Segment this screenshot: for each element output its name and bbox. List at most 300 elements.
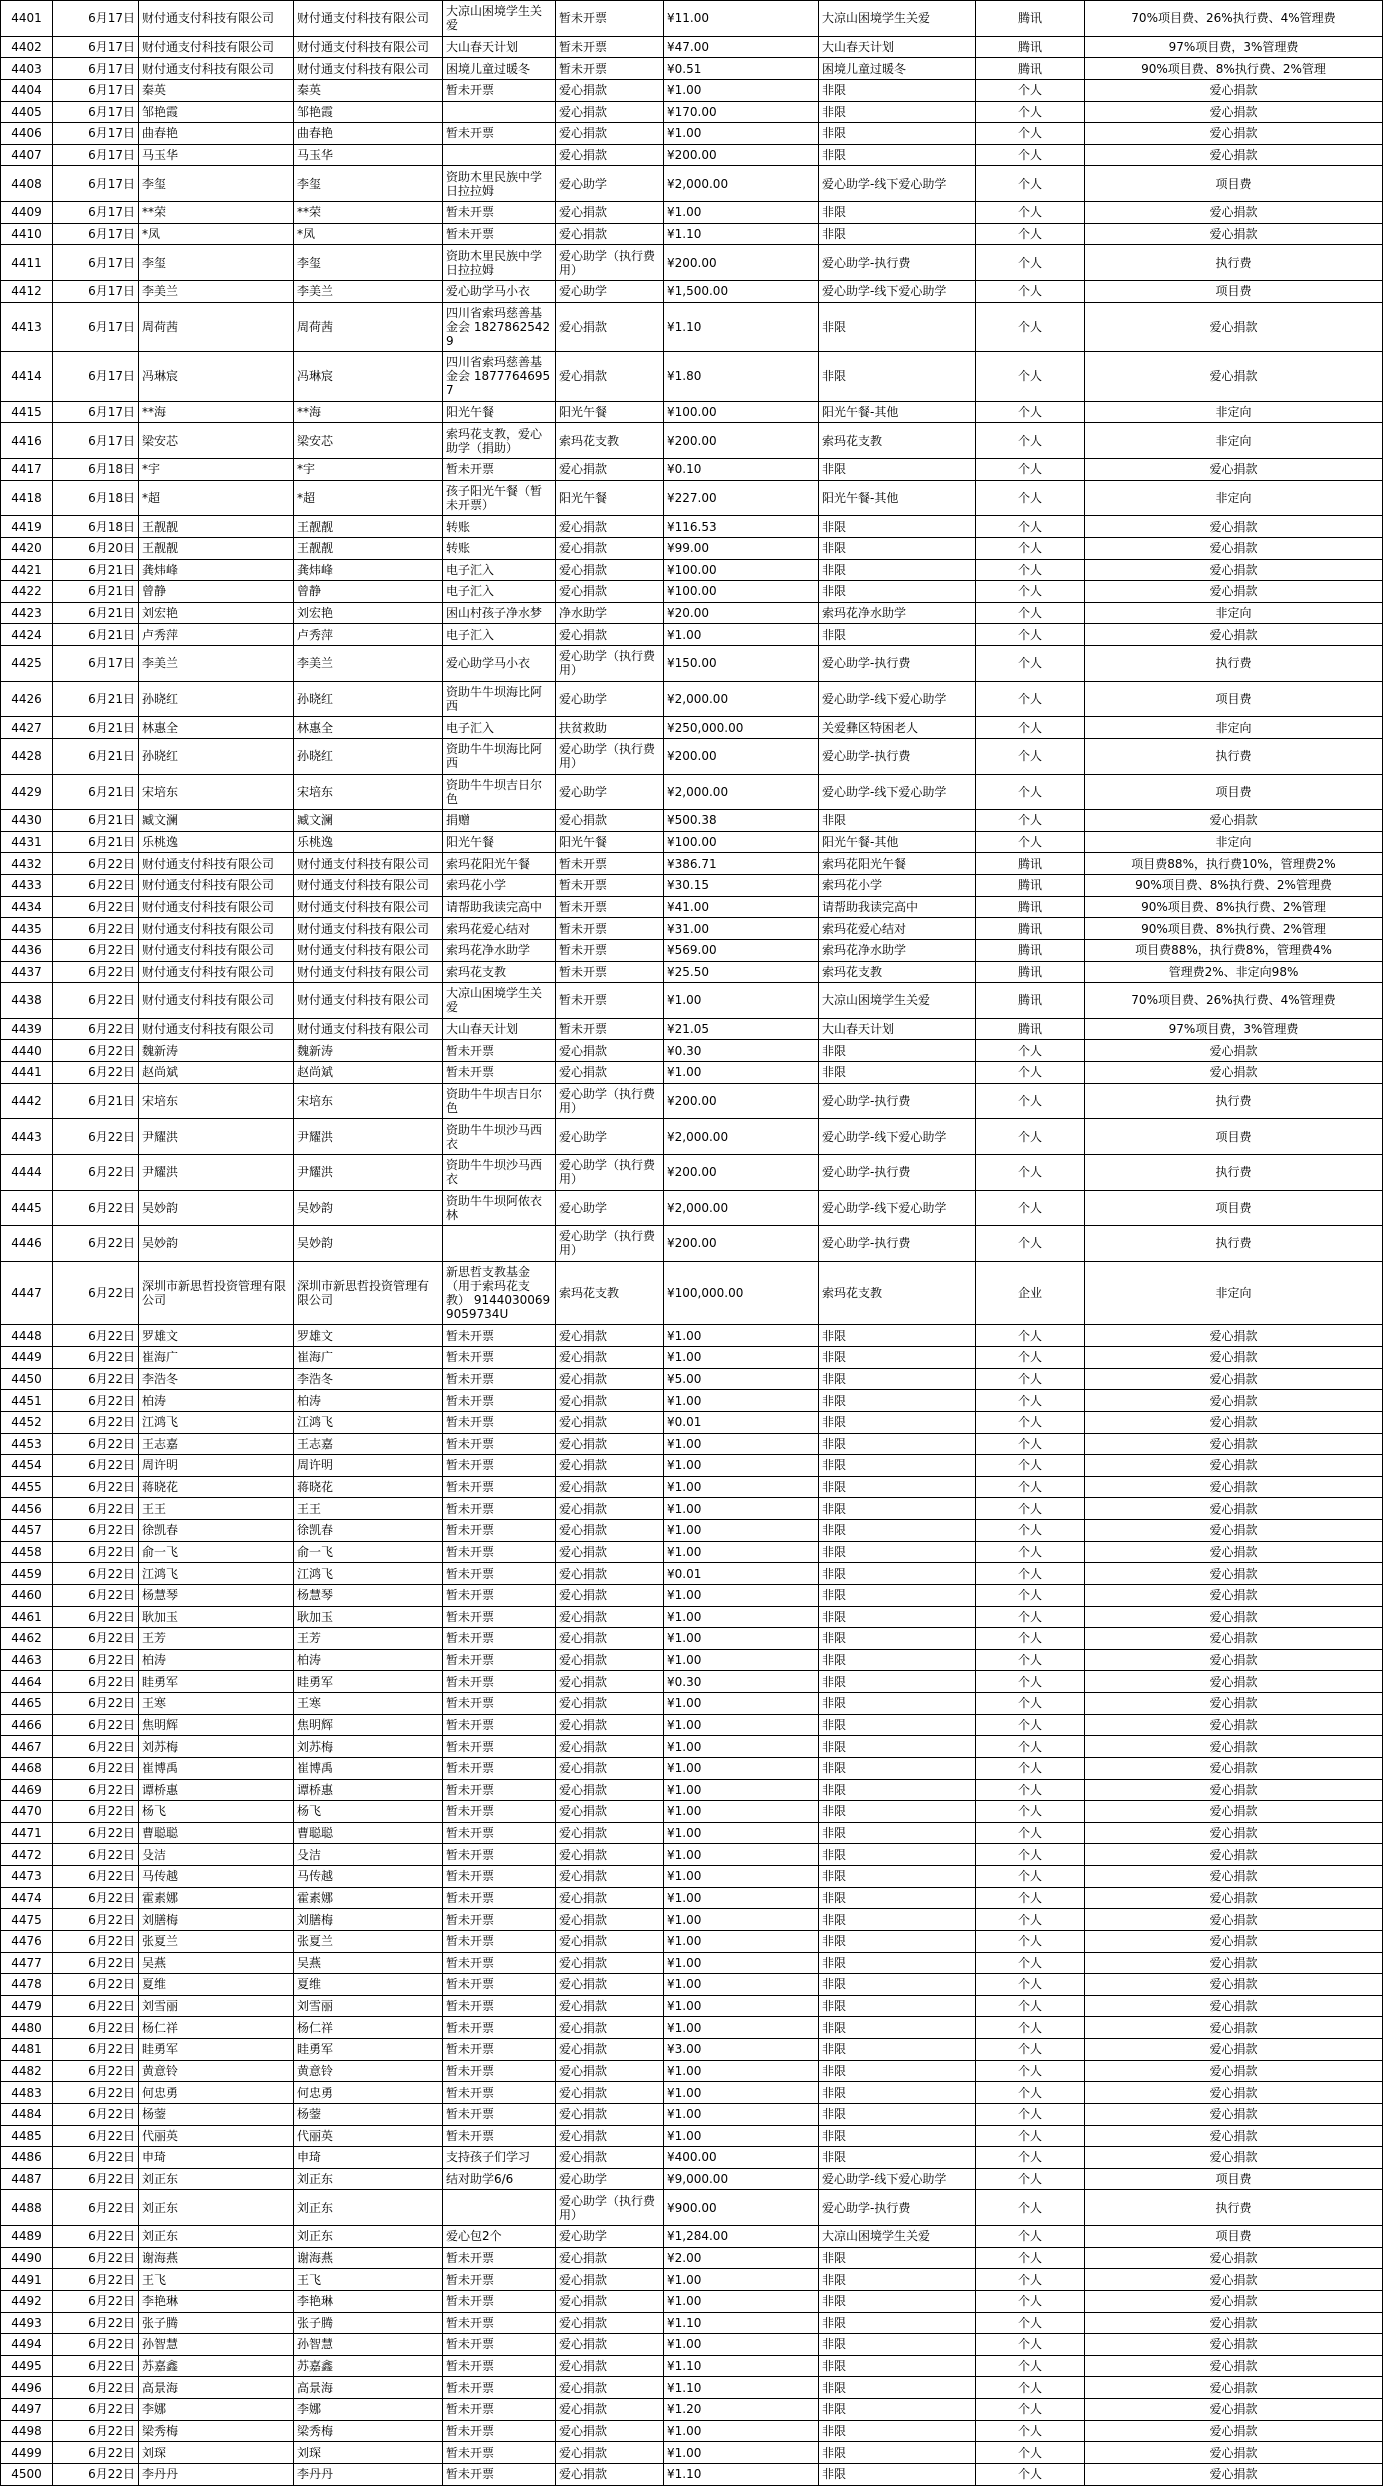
table-row	[1, 2377, 1383, 2399]
donor-name-cell: 黄意铃	[139, 2060, 294, 2082]
donor-name-cell: 马传越	[139, 1866, 294, 1888]
project-name-cell: 非限	[819, 101, 976, 123]
table-row	[1, 36, 1383, 58]
row-number-cell: 4455	[1, 1476, 53, 1498]
row-number-cell: 4457	[1, 1520, 53, 1542]
table-row	[1, 939, 1383, 961]
invoice-recipient-cell: 卢秀萍	[294, 624, 443, 646]
donation-category-cell: 爱心捐款	[556, 1930, 664, 1952]
donation-amount-cell: ¥0.01	[664, 1563, 819, 1585]
project-name-cell: 非限	[819, 1455, 976, 1477]
table-row	[1, 581, 1383, 603]
donation-category-cell: 爱心捐款	[556, 2269, 664, 2291]
donor-name-cell: 耿加玉	[139, 1606, 294, 1628]
project-name-cell: 非限	[819, 302, 976, 352]
row-number-cell: 4498	[1, 2420, 53, 2442]
donor-type-cell: 个人	[976, 1671, 1085, 1693]
fund-allocation-cell: 项目费	[1085, 2226, 1383, 2248]
donation-amount-cell: ¥1.10	[664, 2463, 819, 2485]
row-number-cell: 4428	[1, 738, 53, 774]
donation-note-cell: 四川省索玛慈善基金会 18777646957	[443, 352, 556, 402]
donor-type-cell: 个人	[976, 1368, 1085, 1390]
donation-category-cell: 爱心助学	[556, 2168, 664, 2190]
project-name-cell: 非限	[819, 1974, 976, 1996]
donation-category-cell: 爱心捐款	[556, 2060, 664, 2082]
donation-amount-cell: ¥1.00	[664, 1520, 819, 1542]
donor-type-cell: 个人	[976, 646, 1085, 682]
fund-allocation-cell: 97%项目费，3%管理费	[1085, 1018, 1383, 1040]
donation-category-cell: 爱心捐款	[556, 1628, 664, 1650]
project-name-cell: 非限	[819, 1757, 976, 1779]
donation-category-cell: 爱心捐款	[556, 2377, 664, 2399]
fund-allocation-cell: 爱心捐款	[1085, 1606, 1383, 1628]
donation-date-cell: 6月22日	[53, 1887, 139, 1909]
row-number-cell: 4458	[1, 1541, 53, 1563]
donation-amount-cell: ¥1.00	[664, 123, 819, 145]
fund-allocation-cell: 爱心捐款	[1085, 1520, 1383, 1542]
donation-amount-cell: ¥1.00	[664, 2334, 819, 2356]
project-name-cell: 非限	[819, 1062, 976, 1084]
donation-date-cell: 6月22日	[53, 1563, 139, 1585]
invoice-recipient-cell: 眭勇军	[294, 2039, 443, 2061]
table-row	[1, 2060, 1383, 2082]
donation-category-cell: 爱心捐款	[556, 1455, 664, 1477]
donor-name-cell: 秦英	[139, 79, 294, 101]
fund-allocation-cell: 爱心捐款	[1085, 1909, 1383, 1931]
donation-amount-cell: ¥1.00	[664, 1736, 819, 1758]
donor-name-cell: 孙智慧	[139, 2334, 294, 2356]
donor-type-cell: 个人	[976, 1887, 1085, 1909]
project-name-cell: 非限	[819, 2060, 976, 2082]
donation-date-cell: 6月17日	[53, 223, 139, 245]
donation-category-cell: 爱心捐款	[556, 581, 664, 603]
donation-amount-cell: ¥1.10	[664, 2377, 819, 2399]
donation-amount-cell: ¥1.10	[664, 2355, 819, 2377]
donation-amount-cell: ¥1.00	[664, 1541, 819, 1563]
invoice-recipient-cell: 周荷茜	[294, 302, 443, 352]
donor-name-cell: 夏维	[139, 1974, 294, 1996]
donation-category-cell: 爱心捐款	[556, 1779, 664, 1801]
table-row	[1, 2017, 1383, 2039]
fund-allocation-cell: 90%项目费、8%执行费、2%管理	[1085, 896, 1383, 918]
fund-allocation-cell: 爱心捐款	[1085, 1347, 1383, 1369]
table-row	[1, 1018, 1383, 1040]
donation-date-cell: 6月22日	[53, 1325, 139, 1347]
project-name-cell: 非限	[819, 1887, 976, 1909]
donor-type-cell: 个人	[976, 1930, 1085, 1952]
row-number-cell: 4492	[1, 2290, 53, 2312]
donation-note-cell: 暂未开票	[443, 1671, 556, 1693]
project-name-cell: 非限	[819, 1606, 976, 1628]
donor-name-cell: 李浩冬	[139, 1368, 294, 1390]
donation-note-cell: 转账	[443, 537, 556, 559]
donation-category-cell: 暂未开票	[556, 875, 664, 897]
table-row	[1, 681, 1383, 717]
donor-name-cell: 曲春艳	[139, 123, 294, 145]
row-number-cell: 4467	[1, 1736, 53, 1758]
row-number-cell: 4478	[1, 1974, 53, 1996]
row-number-cell: 4447	[1, 1261, 53, 1325]
project-name-cell: 非限	[819, 2442, 976, 2464]
donation-date-cell: 6月21日	[53, 738, 139, 774]
donation-date-cell: 6月22日	[53, 2017, 139, 2039]
donation-note-cell: 资助牛牛坝吉日尔色	[443, 774, 556, 810]
donation-amount-cell: ¥100.00	[664, 581, 819, 603]
donor-name-cell: 王靓靓	[139, 537, 294, 559]
project-name-cell: 非限	[819, 1779, 976, 1801]
donor-name-cell: 杨蓥	[139, 2103, 294, 2125]
donation-note-cell: 资助牛牛坝吉日尔色	[443, 1083, 556, 1119]
fund-allocation-cell: 非定向	[1085, 401, 1383, 423]
invoice-recipient-cell: 马传越	[294, 1866, 443, 1888]
donation-date-cell: 6月22日	[53, 2399, 139, 2421]
donation-date-cell: 6月21日	[53, 602, 139, 624]
donation-category-cell: 索玛花支教	[556, 423, 664, 459]
invoice-recipient-cell: 李美兰	[294, 280, 443, 302]
donation-amount-cell: ¥150.00	[664, 646, 819, 682]
donation-amount-cell: ¥1.00	[664, 1757, 819, 1779]
table-row	[1, 1433, 1383, 1455]
donation-note-cell: 爱心助学马小衣	[443, 280, 556, 302]
fund-allocation-cell: 爱心捐款	[1085, 1822, 1383, 1844]
invoice-recipient-cell: 孙晓红	[294, 681, 443, 717]
donation-amount-cell: ¥100.00	[664, 559, 819, 581]
fund-allocation-cell: 97%项目费，3%管理费	[1085, 36, 1383, 58]
fund-allocation-cell: 非定向	[1085, 831, 1383, 853]
donor-type-cell: 个人	[976, 223, 1085, 245]
fund-allocation-cell: 爱心捐款	[1085, 2103, 1383, 2125]
donor-name-cell: 财付通支付科技有限公司	[139, 1018, 294, 1040]
donor-type-cell: 个人	[976, 2463, 1085, 2485]
donor-type-cell: 个人	[976, 581, 1085, 603]
table-row	[1, 1671, 1383, 1693]
table-row	[1, 144, 1383, 166]
fund-allocation-cell: 爱心捐款	[1085, 2463, 1383, 2485]
donor-name-cell: 马玉华	[139, 144, 294, 166]
donation-category-cell: 爱心助学	[556, 280, 664, 302]
donor-type-cell: 个人	[976, 2190, 1085, 2226]
table-row	[1, 1563, 1383, 1585]
row-number-cell: 4448	[1, 1325, 53, 1347]
table-row	[1, 1119, 1383, 1155]
row-number-cell: 4425	[1, 646, 53, 682]
donor-type-cell: 个人	[976, 1520, 1085, 1542]
row-number-cell: 4439	[1, 1018, 53, 1040]
donation-category-cell: 爱心捐款	[556, 79, 664, 101]
donation-category-cell: 爱心捐款	[556, 537, 664, 559]
donation-category-cell: 爱心捐款	[556, 1671, 664, 1693]
donation-amount-cell: ¥1.00	[664, 2103, 819, 2125]
donation-date-cell: 6月17日	[53, 36, 139, 58]
table-row	[1, 1584, 1383, 1606]
fund-allocation-cell: 爱心捐款	[1085, 581, 1383, 603]
donation-category-cell: 爱心捐款	[556, 1563, 664, 1585]
donation-amount-cell: ¥1.00	[664, 2420, 819, 2442]
project-name-cell: 非限	[819, 2312, 976, 2334]
donation-date-cell: 6月22日	[53, 853, 139, 875]
donor-name-cell: 尹耀洪	[139, 1119, 294, 1155]
donation-amount-cell: ¥1.00	[664, 1628, 819, 1650]
donation-date-cell: 6月22日	[53, 1476, 139, 1498]
donation-category-cell: 爱心捐款	[556, 144, 664, 166]
donor-type-cell: 个人	[976, 1498, 1085, 1520]
donation-date-cell: 6月22日	[53, 2060, 139, 2082]
invoice-recipient-cell: 江鸿飞	[294, 1563, 443, 1585]
donation-category-cell: 阳光午餐	[556, 401, 664, 423]
fund-allocation-cell: 项目费	[1085, 774, 1383, 810]
donor-name-cell: 谢海燕	[139, 2247, 294, 2269]
fund-allocation-cell: 爱心捐款	[1085, 2125, 1383, 2147]
donation-date-cell: 6月17日	[53, 79, 139, 101]
donor-type-cell: 个人	[976, 2147, 1085, 2169]
donation-note-cell: 支持孩子们学习	[443, 2147, 556, 2169]
donation-category-cell: 爱心助学（执行费用）	[556, 1154, 664, 1190]
donor-type-cell: 腾讯	[976, 896, 1085, 918]
invoice-recipient-cell: 罗雄文	[294, 1325, 443, 1347]
donation-category-cell: 爱心捐款	[556, 2399, 664, 2421]
donor-type-cell: 个人	[976, 2290, 1085, 2312]
invoice-recipient-cell: 刘膳梅	[294, 1909, 443, 1931]
donor-name-cell: 刘宏艳	[139, 602, 294, 624]
table-row	[1, 1390, 1383, 1412]
donor-name-cell: 殳洁	[139, 1844, 294, 1866]
donation-date-cell: 6月22日	[53, 2290, 139, 2312]
project-name-cell: 困境儿童过暖冬	[819, 58, 976, 80]
table-row	[1, 537, 1383, 559]
donation-category-cell: 爱心助学（执行费用）	[556, 646, 664, 682]
donor-name-cell: 徐凯春	[139, 1520, 294, 1542]
table-row	[1, 1757, 1383, 1779]
project-name-cell: 非限	[819, 1866, 976, 1888]
invoice-recipient-cell: 宋培东	[294, 1083, 443, 1119]
donation-category-cell: 暂未开票	[556, 939, 664, 961]
donor-type-cell: 个人	[976, 831, 1085, 853]
invoice-recipient-cell: 焦明辉	[294, 1714, 443, 1736]
donor-type-cell: 个人	[976, 1909, 1085, 1931]
project-name-cell: 非限	[819, 1541, 976, 1563]
table-row	[1, 516, 1383, 538]
invoice-recipient-cell: 代丽英	[294, 2125, 443, 2147]
donation-category-cell: 爱心捐款	[556, 1974, 664, 1996]
row-number-cell: 4474	[1, 1887, 53, 1909]
invoice-recipient-cell: 夏维	[294, 1974, 443, 1996]
row-number-cell: 4402	[1, 36, 53, 58]
fund-allocation-cell: 爱心捐款	[1085, 1433, 1383, 1455]
donation-amount-cell: ¥1.00	[664, 1062, 819, 1084]
donation-note-cell: 暂未开票	[443, 1433, 556, 1455]
invoice-recipient-cell: 李艳琳	[294, 2290, 443, 2312]
donation-category-cell: 爱心捐款	[556, 1736, 664, 1758]
project-name-cell: 非限	[819, 79, 976, 101]
donation-category-cell: 爱心捐款	[556, 1844, 664, 1866]
project-name-cell: 索玛花净水助学	[819, 602, 976, 624]
donation-amount-cell: ¥1.00	[664, 79, 819, 101]
row-number-cell: 4415	[1, 401, 53, 423]
project-name-cell: 大凉山困境学生关爱	[819, 983, 976, 1019]
donation-category-cell: 暂未开票	[556, 983, 664, 1019]
row-number-cell: 4473	[1, 1866, 53, 1888]
project-name-cell: 索玛花小学	[819, 875, 976, 897]
donation-note-cell: 暂未开票	[443, 1325, 556, 1347]
table-row	[1, 1606, 1383, 1628]
donor-name-cell: 崔博禹	[139, 1757, 294, 1779]
row-number-cell: 4454	[1, 1455, 53, 1477]
donation-category-cell: 爱心捐款	[556, 1952, 664, 1974]
row-number-cell: 4437	[1, 961, 53, 983]
donation-category-cell: 爱心助学（执行费用）	[556, 1226, 664, 1262]
fund-allocation-cell: 爱心捐款	[1085, 459, 1383, 481]
row-number-cell: 4460	[1, 1584, 53, 1606]
fund-allocation-cell: 非定向	[1085, 717, 1383, 739]
invoice-recipient-cell: 财付通支付科技有限公司	[294, 853, 443, 875]
fund-allocation-cell: 爱心捐款	[1085, 1995, 1383, 2017]
donor-name-cell: 邹艳霞	[139, 101, 294, 123]
donor-name-cell: 财付通支付科技有限公司	[139, 1, 294, 37]
invoice-recipient-cell: 张夏兰	[294, 1930, 443, 1952]
donation-note-cell: 暂未开票	[443, 2247, 556, 2269]
donor-type-cell: 腾讯	[976, 1018, 1085, 1040]
donation-date-cell: 6月22日	[53, 875, 139, 897]
table-row	[1, 2290, 1383, 2312]
donation-date-cell: 6月22日	[53, 1119, 139, 1155]
donation-date-cell: 6月22日	[53, 1671, 139, 1693]
donation-note-cell: 暂未开票	[443, 1062, 556, 1084]
project-name-cell: 索玛花爱心结对	[819, 918, 976, 940]
donation-amount-cell: ¥3.00	[664, 2039, 819, 2061]
table-row	[1, 1866, 1383, 1888]
invoice-recipient-cell: 梁秀梅	[294, 2420, 443, 2442]
table-row	[1, 1476, 1383, 1498]
donation-amount-cell: ¥250,000.00	[664, 717, 819, 739]
donor-name-cell: 卢秀萍	[139, 624, 294, 646]
donation-note-cell: 索玛花支教	[443, 961, 556, 983]
project-name-cell: 爱心助学-线下爱心助学	[819, 1119, 976, 1155]
row-number-cell: 4450	[1, 1368, 53, 1390]
donation-date-cell: 6月22日	[53, 1018, 139, 1040]
row-number-cell: 4471	[1, 1822, 53, 1844]
fund-allocation-cell: 爱心捐款	[1085, 202, 1383, 224]
table-row	[1, 1190, 1383, 1226]
donation-amount-cell: ¥30.15	[664, 875, 819, 897]
row-number-cell: 4464	[1, 1671, 53, 1693]
donation-category-cell: 爱心捐款	[556, 2312, 664, 2334]
donor-name-cell: 王寒	[139, 1693, 294, 1715]
project-name-cell: 非限	[819, 1325, 976, 1347]
donation-amount-cell: ¥116.53	[664, 516, 819, 538]
donor-type-cell: 个人	[976, 2017, 1085, 2039]
table-row	[1, 401, 1383, 423]
donation-note-cell: 电子汇入	[443, 581, 556, 603]
table-row	[1, 1226, 1383, 1262]
donation-date-cell: 6月22日	[53, 1649, 139, 1671]
row-number-cell: 4420	[1, 537, 53, 559]
project-name-cell: 非限	[819, 624, 976, 646]
fund-allocation-cell: 爱心捐款	[1085, 1866, 1383, 1888]
donation-note-cell: 资助牛牛坝阿侬衣林	[443, 1190, 556, 1226]
donation-amount-cell: ¥1.00	[664, 1498, 819, 1520]
table-row	[1, 896, 1383, 918]
project-name-cell: 非限	[819, 1040, 976, 1062]
donation-amount-cell: ¥170.00	[664, 101, 819, 123]
fund-allocation-cell: 爱心捐款	[1085, 144, 1383, 166]
donation-note-cell: 暂未开票	[443, 2334, 556, 2356]
invoice-recipient-cell: 孙晓红	[294, 738, 443, 774]
donor-type-cell: 个人	[976, 738, 1085, 774]
project-name-cell: 索玛花支教	[819, 423, 976, 459]
table-row	[1, 2312, 1383, 2334]
donation-note-cell: 电子汇入	[443, 559, 556, 581]
fund-allocation-cell: 非定向	[1085, 480, 1383, 516]
fund-allocation-cell: 爱心捐款	[1085, 2442, 1383, 2464]
donation-category-cell: 爱心捐款	[556, 1822, 664, 1844]
invoice-recipient-cell: 柏涛	[294, 1390, 443, 1412]
row-number-cell: 4426	[1, 681, 53, 717]
row-number-cell: 4453	[1, 1433, 53, 1455]
table-row	[1, 1455, 1383, 1477]
row-number-cell: 4441	[1, 1062, 53, 1084]
donor-type-cell: 个人	[976, 537, 1085, 559]
row-number-cell: 4472	[1, 1844, 53, 1866]
donor-type-cell: 个人	[976, 2103, 1085, 2125]
project-name-cell: 非限	[819, 123, 976, 145]
donation-date-cell: 6月22日	[53, 2082, 139, 2104]
fund-allocation-cell: 爱心捐款	[1085, 1649, 1383, 1671]
donor-type-cell: 个人	[976, 516, 1085, 538]
donor-name-cell: 冯琳宸	[139, 352, 294, 402]
table-row	[1, 1411, 1383, 1433]
invoice-recipient-cell: 杨蓥	[294, 2103, 443, 2125]
fund-allocation-cell: 爱心捐款	[1085, 1628, 1383, 1650]
donation-note-cell: 暂未开票	[443, 2269, 556, 2291]
donation-note-cell	[443, 2190, 556, 2226]
donation-date-cell: 6月22日	[53, 1606, 139, 1628]
donor-type-cell: 个人	[976, 2377, 1085, 2399]
table-row	[1, 1995, 1383, 2017]
row-number-cell: 4403	[1, 58, 53, 80]
donor-name-cell: 李玺	[139, 245, 294, 281]
invoice-recipient-cell: 李丹丹	[294, 2463, 443, 2485]
donor-type-cell: 个人	[976, 602, 1085, 624]
donation-date-cell: 6月17日	[53, 646, 139, 682]
project-name-cell: 爱心助学-线下爱心助学	[819, 1190, 976, 1226]
fund-allocation-cell: 爱心捐款	[1085, 1455, 1383, 1477]
table-row	[1, 101, 1383, 123]
donor-name-cell: 深圳市新思哲投资管理有限公司	[139, 1261, 294, 1325]
donor-name-cell: 财付通支付科技有限公司	[139, 58, 294, 80]
donation-note-cell: 孩子阳光午餐（暂未开票）	[443, 480, 556, 516]
row-number-cell: 4463	[1, 1649, 53, 1671]
row-number-cell: 4432	[1, 853, 53, 875]
project-name-cell: 非限	[819, 2125, 976, 2147]
donation-amount-cell: ¥1.00	[664, 1455, 819, 1477]
donation-amount-cell: ¥2.00	[664, 2247, 819, 2269]
invoice-recipient-cell: 吴妙韵	[294, 1190, 443, 1226]
donation-amount-cell: ¥386.71	[664, 853, 819, 875]
donation-category-cell: 爱心捐款	[556, 624, 664, 646]
donor-name-cell: 孙晓红	[139, 681, 294, 717]
donor-type-cell: 个人	[976, 774, 1085, 810]
invoice-recipient-cell: 邹艳霞	[294, 101, 443, 123]
fund-allocation-cell: 爱心捐款	[1085, 2290, 1383, 2312]
invoice-recipient-cell: 李玺	[294, 166, 443, 202]
donation-category-cell: 爱心捐款	[556, 2290, 664, 2312]
donation-category-cell: 爱心捐款	[556, 2442, 664, 2464]
donation-date-cell: 6月22日	[53, 2355, 139, 2377]
invoice-recipient-cell: 财付通支付科技有限公司	[294, 58, 443, 80]
donation-amount-cell: ¥1.00	[664, 2125, 819, 2147]
donation-category-cell: 爱心捐款	[556, 1411, 664, 1433]
donor-name-cell: 代丽英	[139, 2125, 294, 2147]
